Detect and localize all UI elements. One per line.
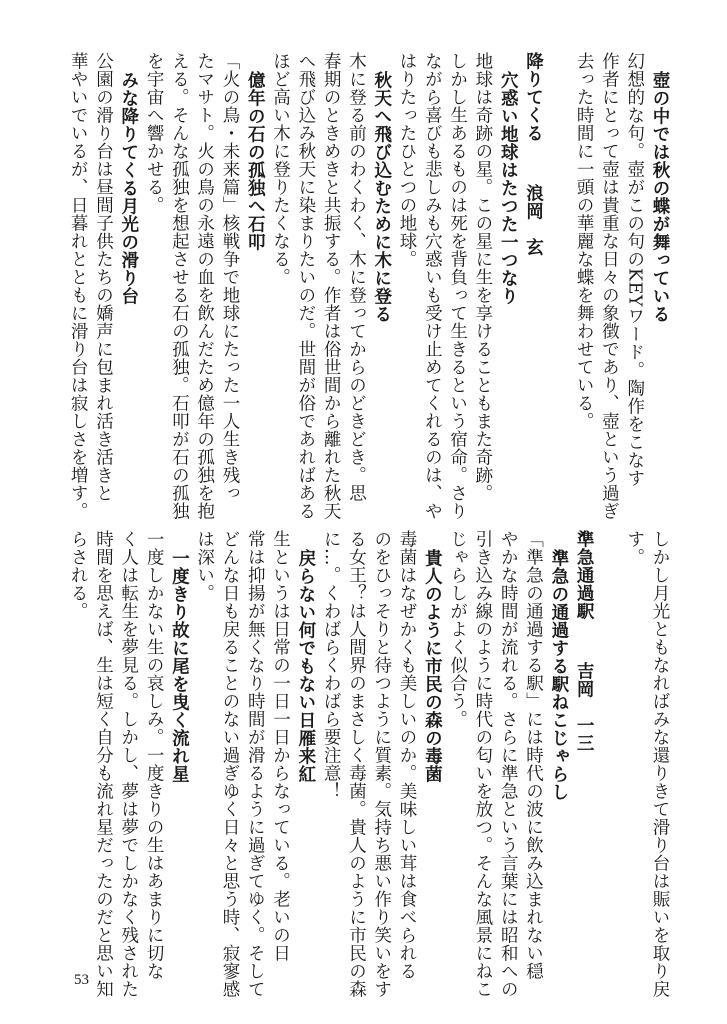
section-heading bbox=[520, 52, 545, 492]
commentary-line: 「火の鳥・未来篇」核戦争で地球にたった一人生き残っ bbox=[219, 52, 240, 502]
commentary-line: 常は抑揚が無くなり時間が滑るように過ぎてゆく。そして bbox=[245, 530, 266, 998]
commentary-line: 時間を思えば、生は短く自分も流れ星だったのだと思い知 bbox=[93, 530, 114, 998]
commentary-line: 華やいでいるが、日暮れとともに滑り台は寂しさを増す。 bbox=[68, 52, 89, 520]
commentary-line: は深い。 bbox=[194, 530, 215, 602]
commentary-line: しかし生あるものは死を背負って生きるという宿命。さり bbox=[447, 52, 468, 520]
commentary-line: じゃらしがよく似合う。 bbox=[447, 530, 468, 728]
commentary-line: 作者にとって壺は貴重な日々の象徴であり、壺という過ぎ bbox=[599, 52, 620, 520]
commentary-line: 地球は奇跡の星。この星に生を享けることもまた奇跡。 bbox=[472, 52, 493, 502]
section-heading bbox=[571, 530, 596, 970]
commentary-line: 毒菌はなぜかくも美しいのか。美味しい茸は食べられる bbox=[397, 530, 418, 980]
commentary-line: 木に登る前のわくわく、木に登ってからのどきどき。思 bbox=[346, 52, 367, 502]
section-title: 準急通過駅 bbox=[574, 530, 595, 620]
haiku-line: 一度きり故に尾を曳く流れ星 bbox=[169, 549, 190, 784]
commentary-line: 春期のときめきと共振する。作者は俗世間から離れた秋天 bbox=[321, 52, 342, 520]
commentary-line: へ飛び込み秋天に染まりたいのだ。世間が俗であればある bbox=[295, 52, 316, 520]
commentary-line: 一度しかない生の哀しみ。一度きりの生はあまりに切な bbox=[144, 530, 165, 980]
haiku-line: 壺の中では秋の蝶が舞っている bbox=[650, 71, 670, 324]
commentary-line: 幻想的な句。壺がこの句のKEYワード。陶作をこなす bbox=[624, 52, 645, 487]
commentary-line: のをひっそりと待つように質素。気持ち悪い作り笑いをす bbox=[371, 530, 392, 998]
paragraph-gap bbox=[596, 530, 621, 970]
commentary-line: ほど高い木に登りたくなる。 bbox=[270, 52, 291, 286]
commentary-line: やかな時間が流れる。さらに準急という言葉には昭和への bbox=[498, 530, 519, 998]
commentary-line: 生というは日常の一日一日からなっている。老いの日 bbox=[270, 530, 291, 962]
paragraph-gap bbox=[546, 52, 571, 492]
commentary-line: らされる。 bbox=[68, 530, 89, 620]
commentary-line: 去った時間に一頭の華麗な蝶を舞わせている。 bbox=[574, 52, 595, 430]
commentary-line: える。そんな孤独を想起させる石の孤独。石叩が石の孤独 bbox=[169, 52, 190, 520]
haiku-line: 貴人のように市民の森の毒菌 bbox=[422, 549, 443, 784]
commentary-line: に…。くわばらくわばら要注意！ bbox=[321, 530, 342, 800]
commentary-line: どんな日も戻ることのない過ぎゆく日々と思う時、寂寥感 bbox=[219, 530, 240, 998]
upper-text-block bbox=[65, 52, 672, 520]
haiku-line: みな降りてくる月光の滑り台 bbox=[118, 71, 139, 306]
commentary-line: たマサト。火の鳥の永遠の血を飲んだため億年の孤独を抱 bbox=[194, 52, 215, 520]
commentary-line: を宇宙へ響かせる。 bbox=[144, 52, 165, 214]
haiku-line: 戻らない何でもない日雁来紅 bbox=[295, 549, 316, 784]
section-title: 降りてくる bbox=[523, 52, 544, 142]
page-number: 53 bbox=[74, 972, 89, 988]
commentary-line: す。 bbox=[624, 530, 645, 566]
commentary-line: 公園の滑り台は昼間子供たちの嬌声に包まれ活き活きと bbox=[93, 52, 114, 502]
haiku-line: 秋天へ飛び込むために木に登る bbox=[371, 71, 392, 324]
haiku-line: 準急の通過する駅ねこじゃらし bbox=[548, 549, 569, 802]
haiku-line: 億年の石の孤独へ石叩 bbox=[245, 71, 266, 252]
commentary-line: る女王？は人間界のまさしく毒菌。貴人のように市民の森 bbox=[346, 530, 367, 998]
section-author: 浪岡 玄 bbox=[523, 184, 544, 256]
commentary-line: ながら喜びも悲しみも穴惑いも受け止めてくれるのは、や bbox=[422, 52, 443, 520]
section-author: 吉岡 一三 bbox=[574, 662, 595, 752]
commentary-line: 「準急の通過する駅」には時代の波に飲み込まれない穏 bbox=[523, 530, 544, 980]
haiku-line: 穴惑い地球はたつた一つなり bbox=[498, 71, 519, 306]
commentary-line: しかし月光ともなればみな還りきて滑り台は賑いを取り戻 bbox=[650, 530, 670, 998]
commentary-line: く人は転生を夢見る。しかし、夢は夢でしかなく残された bbox=[118, 530, 139, 998]
commentary-line: はりたったひとつの地球。 bbox=[397, 52, 418, 268]
commentary-line: 引き込み線のように時代の匂いを放つ。そんな風景にねこ bbox=[472, 530, 493, 998]
